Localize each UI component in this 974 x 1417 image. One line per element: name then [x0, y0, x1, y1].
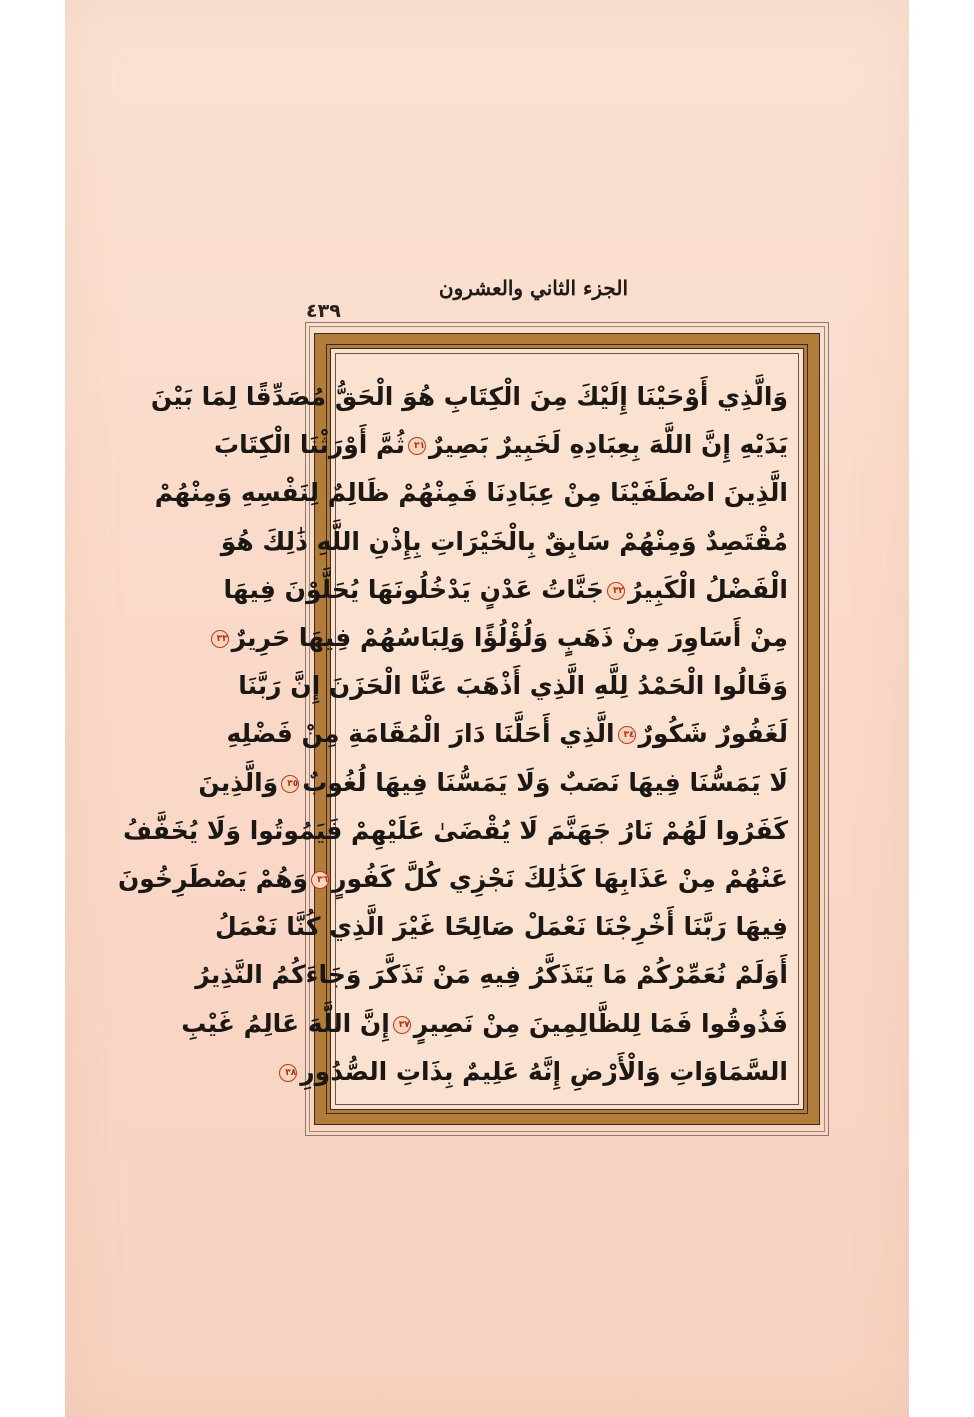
verse-line — [223, 568, 788, 612]
verse-line — [150, 375, 788, 419]
ayah-number-marker: ٣٦ — [311, 871, 329, 889]
juz-title: الجزء الثاني والعشرون — [438, 276, 628, 300]
ayah-number-marker: ٣٥ — [281, 775, 299, 793]
verse-line — [220, 520, 788, 564]
verse-text-continuation: وَالَّذِينَ — [198, 767, 279, 797]
verse-line — [154, 471, 788, 515]
verse-text-continuation: إِنَّ اللَّهَ عَالِمُ غَيْبِ — [181, 1008, 390, 1038]
verse-text: الَّذِينَ اصْطَفَيْنَا مِنْ عِبَادِنَا فَمِنْهُمْ ظَالِمٌ لِنَفْسِهِ وَمِنْهُمْ — [154, 478, 788, 508]
verse-line — [226, 712, 788, 756]
verse-line — [216, 616, 788, 660]
ayah-number-marker: ٣٧ — [393, 1016, 411, 1034]
verse-line — [122, 809, 788, 853]
verse-line — [285, 1050, 788, 1094]
verse-line — [215, 905, 788, 949]
verse-text: أَوَلَمْ نُعَمِّرْكُمْ مَا يَتَذَكَّرُ فِيهِ مَنْ تَذَكَّرَ وَجَاءَكُمُ النَّذِيرُ — [195, 960, 788, 990]
verse-line — [238, 664, 788, 708]
ayah-number-marker: ٣٣ — [211, 630, 229, 648]
verse-text-continuation: ثُمَّ أَوْرَثْنَا الْكِتَابَ — [213, 430, 406, 460]
verse-text: عَنْهُمْ مِنْ عَذَابِهَا كَذَٰلِكَ نَجْزِي كُلَّ كَفُورٍ — [332, 864, 788, 893]
verse-text: فَذُوقُوا فَمَا لِلظَّالِمِينَ مِنْ نَصِيرٍ — [413, 1008, 788, 1038]
verse-text-continuation: وَهُمْ يَصْطَرِخُونَ — [117, 864, 309, 893]
ayah-number-marker: ٣٨ — [279, 1064, 297, 1082]
verse-line — [195, 953, 788, 997]
verse-line — [198, 761, 788, 805]
verse-line — [213, 423, 788, 467]
verse-text: يَدَيْهِ إِنَّ اللَّهَ بِعِبَادِهِ لَخَبِيرٌ بَصِيرٌ — [429, 430, 788, 460]
verse-text-continuation: الَّذِي أَحَلَّنَا دَارَ الْمُقَامَةِ مِنْ فَضْلِهِ — [226, 719, 615, 749]
ayah-number-marker: ٣١ — [408, 437, 426, 455]
verse-line — [181, 1002, 788, 1046]
verse-line — [117, 857, 788, 901]
verse-text: مِنْ أَسَاوِرَ مِنْ ذَهَبٍ وَلُؤْلُؤًا وَلِبَاسُهُمْ فِيهَا حَرِيرٌ — [231, 623, 788, 652]
verse-text-continuation: جَنَّاتُ عَدْنٍ يَدْخُلُونَهَا يُحَلَّوْنَ فِيهَا — [223, 574, 604, 604]
page-number: ٤٣٩ — [306, 300, 341, 322]
verse-text: وَالَّذِي أَوْحَيْنَا إِلَيْكَ مِنَ الْكِتَابِ هُوَ الْحَقُّ مُصَدِّقًا لِمَا بَيْنَ — [150, 382, 788, 411]
verse-text: مُقْتَصِدٌ وَمِنْهُمْ سَابِقٌ بِالْخَيْرَاتِ بِإِذْنِ اللَّهِ ذَٰلِكَ هُوَ — [220, 526, 788, 556]
verse-text: وَقَالُوا الْحَمْدُ لِلَّهِ الَّذِي أَذْهَبَ عَنَّا الْحَزَنَ إِنَّ رَبَّنَا — [238, 671, 788, 701]
verse-text: السَّمَاوَاتِ وَالْأَرْضِ إِنَّهُ عَلِيمٌ بِذَاتِ الصُّدُورِ — [300, 1056, 788, 1086]
verse-text: لَا يَمَسُّنَا فِيهَا نَصَبٌ وَلَا يَمَسُّنَا فِيهَا لُغُوبٌ — [302, 767, 788, 797]
ayah-number-marker: ٣٢ — [607, 582, 625, 600]
verse-text: لَغَفُورٌ شَكُورٌ — [638, 719, 788, 749]
verse-text: الْفَضْلُ الْكَبِيرُ — [627, 574, 788, 604]
verse-text: فِيهَا رَبَّنَا أَخْرِجْنَا نَعْمَلْ صَالِحًا غَيْرَ الَّذِي كُنَّا نَعْمَلُ — [215, 912, 788, 942]
verse-text: كَفَرُوا لَهُمْ نَارُ جَهَنَّمَ لَا يُقْضَىٰ عَلَيْهِمْ فَيَمُوتُوا وَلَا يُخَفَّفُ — [122, 815, 788, 845]
ayah-number-marker: ٣٤ — [618, 726, 636, 744]
